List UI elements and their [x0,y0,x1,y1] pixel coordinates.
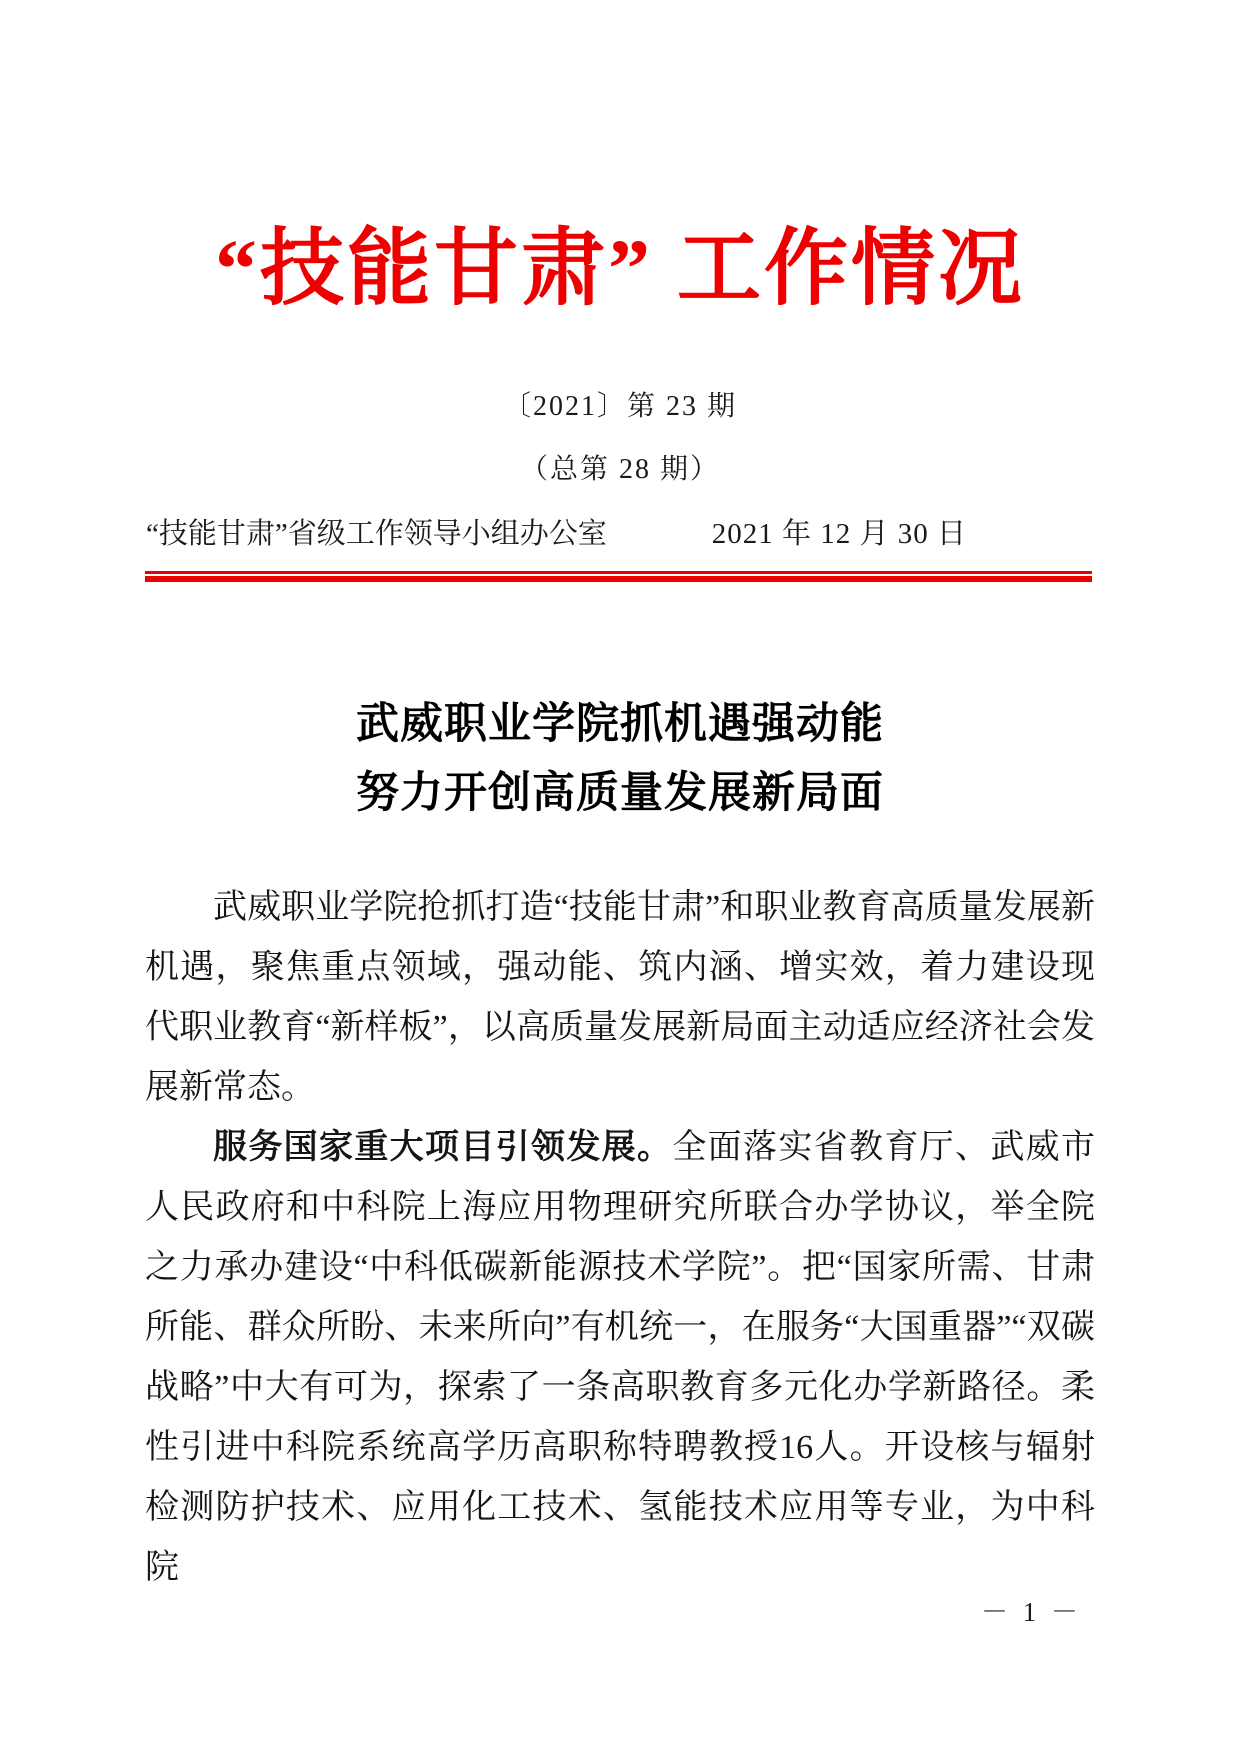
paragraph-1-text: 武威职业学院抢抓打造“技能甘肃”和职业教育高质量发展新机遇，聚焦重点领域，强动能、筑内涵、增实效，着力建设现代职业教育“新样板”，以高质量发展新局面主动适应经济社会发展新常态。 [145,889,1095,1106]
paragraph-2-text: 全面落实省教育厅、武威市人民政府和中科院上海应用物理研究所联合办学协议，举全院之力承办建设“中科低碳新能源技术学院”。把“国家所需、甘肃所能、群众所盼、未来所向”有机统一，在服务“大国重器”“双碳战略”中大有可为，探索了一条高职教育多元化办学新路径。柔性引进中科院系统高学历高职称特聘教授16人。开设核与辐射检测防护技术、应用化工技术、氢能技术应用等专业，为中科院 [145,1129,1096,1586]
article-title [0,690,1240,828]
article-title-line-1: 武威职业学院抓机遇强动能 [356,701,884,748]
page-number: － 1 － [981,1597,1082,1627]
masthead-divider [145,571,1092,582]
bulletin-title: “技能甘肃” 工作情况 [214,223,1025,316]
paragraph-2-lead: 服务国家重大项目引领发展。 [213,1129,673,1166]
issuing-office: “技能甘肃”省级工作领导小组办公室 [146,518,607,550]
issue-date: 2021 年 12 月 30 日 [711,518,967,550]
article-title-line-2: 努力开创高质量发展新局面 [356,770,884,817]
paragraph-2 [145,1118,1095,1598]
total-issue-number: （总第 28 期） [519,454,720,485]
paragraph-1 [145,878,1095,1118]
article-body [145,878,1095,1598]
divider-thick-line [145,576,1092,582]
issue-number: 〔2021〕第 23 期 [502,391,737,422]
office-date-row [146,511,1095,552]
